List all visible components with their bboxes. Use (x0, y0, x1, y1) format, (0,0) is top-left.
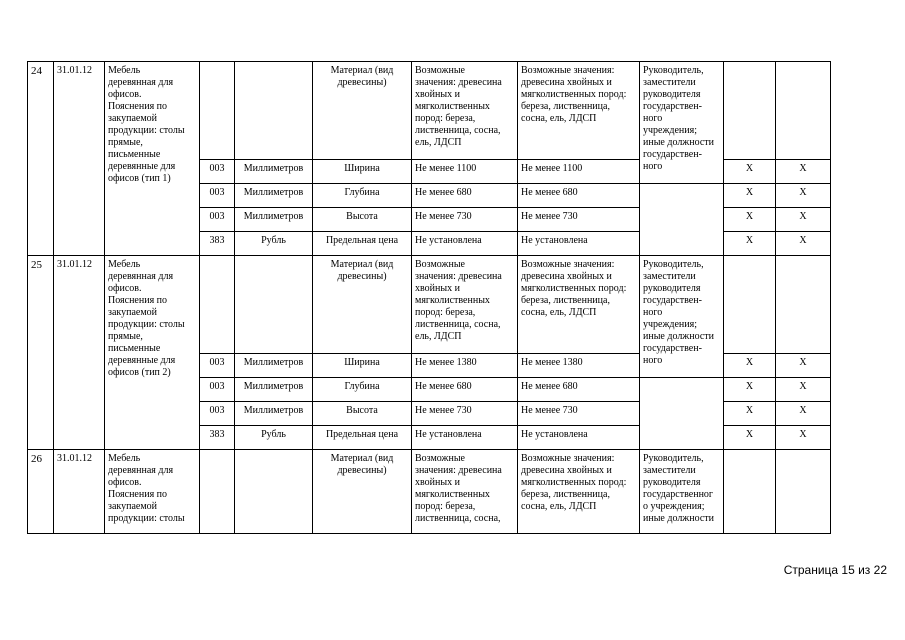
position-category: Руководитель, заместители руководителя государствен- ного учреждения; иные должности государствен- ного (640, 62, 724, 184)
characteristic-value-b: Не менее 730 (518, 208, 640, 232)
x-mark: X (776, 232, 831, 256)
empty-cell (235, 450, 313, 534)
table-row (28, 450, 831, 534)
characteristic-value-b: Не менее 1380 (518, 354, 640, 378)
okpd-code: 31.01.12 (54, 62, 105, 256)
position-category: Руководитель, заместители руководителя государствен- ного учреждения; иные должности государствен- ного (640, 256, 724, 378)
x-mark: X (724, 232, 776, 256)
unit-name: Миллиметров (235, 402, 313, 426)
characteristic-value-b: Не менее 730 (518, 402, 640, 426)
empty-cell (200, 62, 235, 160)
characteristic-value-a: Возможные значения: древесина хвойных и мягколиственных пород: береза, лиственница, сосна, ель, ЛДСП (412, 256, 518, 354)
characteristic-name: Ширина (313, 160, 412, 184)
characteristic-name: Глубина (313, 378, 412, 402)
unit-code: 003 (200, 354, 235, 378)
row-number: 24 (28, 62, 54, 256)
empty-cell (200, 256, 235, 354)
characteristic-name: Глубина (313, 184, 412, 208)
empty-cell (235, 62, 313, 160)
unit-name: Рубль (235, 426, 313, 450)
furniture-requirements-table (27, 61, 831, 534)
characteristic-value-a: Возможные значения: древесина хвойных и мягколиственных пород: береза, лиственница, сосна, ель, ЛДСП (412, 62, 518, 160)
characteristic-value-b: Не менее 680 (518, 184, 640, 208)
characteristic-value-a: Не установлена (412, 426, 518, 450)
characteristic-name: Высота (313, 402, 412, 426)
x-mark: X (724, 184, 776, 208)
unit-code: 003 (200, 184, 235, 208)
empty-cell (776, 256, 831, 354)
characteristic-value-a: Не менее 1100 (412, 160, 518, 184)
row-number: 26 (28, 450, 54, 534)
characteristic-value-b: Не менее 680 (518, 378, 640, 402)
empty-cell (640, 378, 724, 450)
characteristic-value-a: Не установлена (412, 232, 518, 256)
characteristic-value-a: Не менее 730 (412, 402, 518, 426)
empty-cell (640, 184, 724, 256)
x-mark: X (776, 354, 831, 378)
unit-name: Рубль (235, 232, 313, 256)
x-mark: X (776, 184, 831, 208)
characteristic-value-a: Не менее 730 (412, 208, 518, 232)
empty-cell (776, 62, 831, 160)
unit-name: Миллиметров (235, 354, 313, 378)
x-mark: X (776, 378, 831, 402)
characteristic-name: Ширина (313, 354, 412, 378)
characteristic-name: Предельная цена (313, 426, 412, 450)
unit-name: Миллиметров (235, 184, 313, 208)
x-mark: X (724, 402, 776, 426)
characteristic-value-b: Не менее 1100 (518, 160, 640, 184)
table-row (28, 62, 831, 160)
unit-code: 003 (200, 160, 235, 184)
product-name: Мебель деревянная для офисов. Пояснения по закупаемой продукции: столы прямые, письменные деревянные для офисов (тип 1) (105, 62, 200, 256)
unit-code: 003 (200, 208, 235, 232)
unit-code: 003 (200, 378, 235, 402)
unit-code: 383 (200, 426, 235, 450)
product-name: Мебель деревянная для офисов. Пояснения по закупаемой продукции: столы (105, 450, 200, 534)
characteristic-value-a: Возможные значения: древесина хвойных и мягколиственных пород: береза, лиственница, сосна, (412, 450, 518, 534)
characteristic-value-b: Возможные значения: древесина хвойных и мягколиственных пород: береза, лиственница, сосна, ель, ЛДСП (518, 62, 640, 160)
table-row (28, 256, 831, 354)
characteristic-value-b: Возможные значения: древесина хвойных и мягколиственных пород: береза, лиственница, сосна, ель, ЛДСП (518, 450, 640, 534)
x-mark: X (724, 160, 776, 184)
unit-name: Миллиметров (235, 378, 313, 402)
characteristic-name: Высота (313, 208, 412, 232)
empty-cell (200, 450, 235, 534)
x-mark: X (724, 378, 776, 402)
characteristic-name: Предельная цена (313, 232, 412, 256)
unit-name: Миллиметров (235, 160, 313, 184)
product-name: Мебель деревянная для офисов. Пояснения по закупаемой продукции: столы прямые, письменные деревянные для офисов (тип 2) (105, 256, 200, 450)
empty-cell (724, 256, 776, 354)
okpd-code: 31.01.12 (54, 256, 105, 450)
characteristic-name: Материал (вид древесины) (313, 256, 412, 354)
x-mark: X (776, 160, 831, 184)
characteristic-value-b: Не установлена (518, 426, 640, 450)
okpd-code: 31.01.12 (54, 450, 105, 534)
unit-code: 003 (200, 402, 235, 426)
characteristic-value-a: Не менее 1380 (412, 354, 518, 378)
x-mark: X (724, 426, 776, 450)
x-mark: X (724, 354, 776, 378)
empty-cell (776, 450, 831, 534)
unit-code: 383 (200, 232, 235, 256)
characteristic-name: Материал (вид древесины) (313, 450, 412, 534)
characteristic-value-a: Не менее 680 (412, 378, 518, 402)
characteristic-value-b: Возможные значения: древесина хвойных и мягколиственных пород: береза, лиственница, сосна, ель, ЛДСП (518, 256, 640, 354)
unit-name: Миллиметров (235, 208, 313, 232)
x-mark: X (776, 208, 831, 232)
empty-cell (724, 450, 776, 534)
page-number: Страница 15 из 22 (783, 563, 887, 577)
empty-cell (724, 62, 776, 160)
empty-cell (235, 256, 313, 354)
x-mark: X (776, 426, 831, 450)
x-mark: X (724, 208, 776, 232)
x-mark: X (776, 402, 831, 426)
row-number: 25 (28, 256, 54, 450)
characteristic-name: Материал (вид древесины) (313, 62, 412, 160)
characteristic-value-a: Не менее 680 (412, 184, 518, 208)
position-category: Руководитель, заместители руководителя государственног о учреждения; иные должности (640, 450, 724, 534)
characteristic-value-b: Не установлена (518, 232, 640, 256)
